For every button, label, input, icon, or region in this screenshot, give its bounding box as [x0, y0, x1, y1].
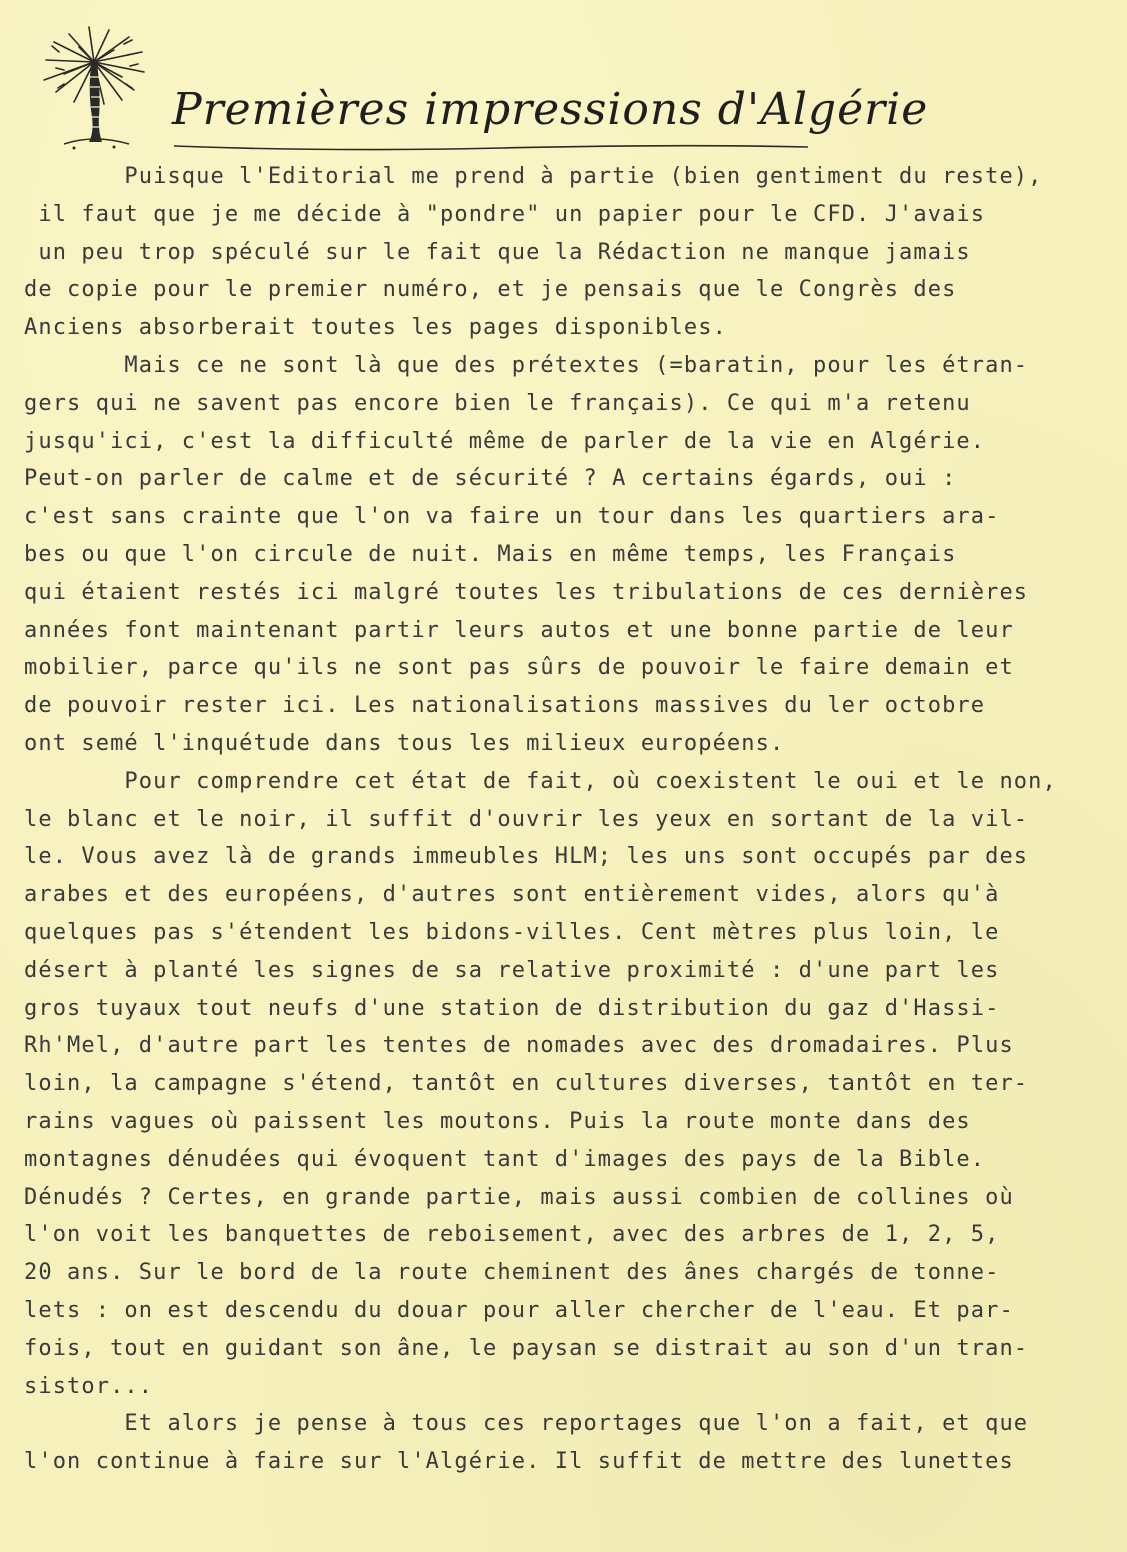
text-line: Dénudés ? Certes, en grande partie, mais aussi combien de collines où [24, 1184, 1014, 1210]
text-line: Rh'Mel, d'autre part les tentes de nomades avec des dromadaires. Plus [24, 1033, 1014, 1059]
text-line: un peu trop spéculé sur le fait que la Rédaction ne manque jamais [24, 239, 971, 265]
text-line: sistor... [24, 1373, 154, 1399]
text-line: désert à planté les signes de sa relative proximité : d'une part les [24, 957, 1000, 983]
palm-tree-icon [34, 22, 154, 157]
text-line: le. Vous avez là de grands immeubles HLM; les uns sont occupés par des [24, 844, 1029, 870]
text-line: c'est sans crainte que l'on va faire un tour dans les quartiers ara- [24, 504, 1000, 530]
text-line: arabes et des européens, d'autres sont entièrement vides, alors qu'à [24, 882, 1000, 908]
text-line: années font maintenant partir leurs autos et une bonne partie de leur [24, 617, 1014, 643]
text-line: ont semé l'inquétude dans tous les milieux européens. [24, 730, 785, 756]
text-line: qui étaient restés ici malgré toutes les tribulations de ces dernières [24, 579, 1029, 605]
article-body [24, 158, 1084, 1481]
text-line: il faut que je me décide à "pondre" un papier pour le CFD. J'avais [24, 201, 986, 227]
text-line: gers qui ne savent pas encore bien le français). Ce qui m'a retenu [24, 390, 971, 416]
text-line: mobilier, parce qu'ils ne sont pas sûrs de pouvoir le faire demain et [24, 655, 1014, 681]
text-line: Et alors je pense à tous ces reportages que l'on a fait, et que [24, 1411, 1029, 1437]
text-line: quelques pas s'étendent les bidons-villes. Cent mètres plus loin, le [24, 919, 1000, 945]
text-line: fois, tout en guidant son âne, le paysan se distrait au son d'un tran- [24, 1335, 1029, 1361]
text-line: Puisque l'Editorial me prend à partie (bien gentiment du reste), [24, 164, 1043, 189]
text-line: Mais ce ne sont là que des prétextes (=baratin, pour les étran- [24, 352, 1029, 378]
text-line: lets : on est descendu du douar pour aller chercher de l'eau. Et par- [24, 1297, 1014, 1323]
text-line: bes ou que l'on circule de nuit. Mais en même temps, les Français [24, 541, 957, 567]
text-line: Anciens absorberait toutes les pages disponibles. [24, 315, 727, 341]
text-line: Pour comprendre cet état de fait, où coexistent le oui et le non, [24, 768, 1057, 794]
header [34, 22, 929, 162]
text-line: jusqu'ici, c'est la difficulté même de parler de la vie en Algérie. [24, 428, 986, 454]
text-line: de pouvoir rester ici. Les nationalisations massives du ler octobre [24, 693, 986, 719]
text-line: rains vagues où paissent les moutons. Puis la route monte dans des [24, 1108, 971, 1134]
text-line: loin, la campagne s'étend, tantôt en cultures diverses, tantôt en ter- [24, 1071, 1029, 1097]
page-title: Premières impressions d'Algérie [172, 84, 929, 135]
text-line: montagnes dénudées qui évoquent tant d'images des pays de la Bible. [24, 1146, 986, 1172]
title-underline [172, 140, 812, 154]
text-line: gros tuyaux tout neufs d'une station de distribution du gaz d'Hassi- [24, 995, 1000, 1021]
text-line: de copie pour le premier numéro, et je pensais que le Congrès des [24, 277, 957, 303]
text-line: le blanc et le noir, il suffit d'ouvrir les yeux en sortant de la vil- [24, 806, 1029, 832]
text-line: 20 ans. Sur le bord de la route cheminent des ânes chargés de tonne- [24, 1260, 1000, 1286]
text-line: Peut-on parler de calme et de sécurité ? A certains égards, oui : [24, 466, 957, 492]
text-line: l'on voit les banquettes de reboisement, avec des arbres de 1, 2, 5, [24, 1222, 1000, 1248]
text-line: l'on continue à faire sur l'Algérie. Il suffit de mettre des lunettes [24, 1449, 1014, 1475]
